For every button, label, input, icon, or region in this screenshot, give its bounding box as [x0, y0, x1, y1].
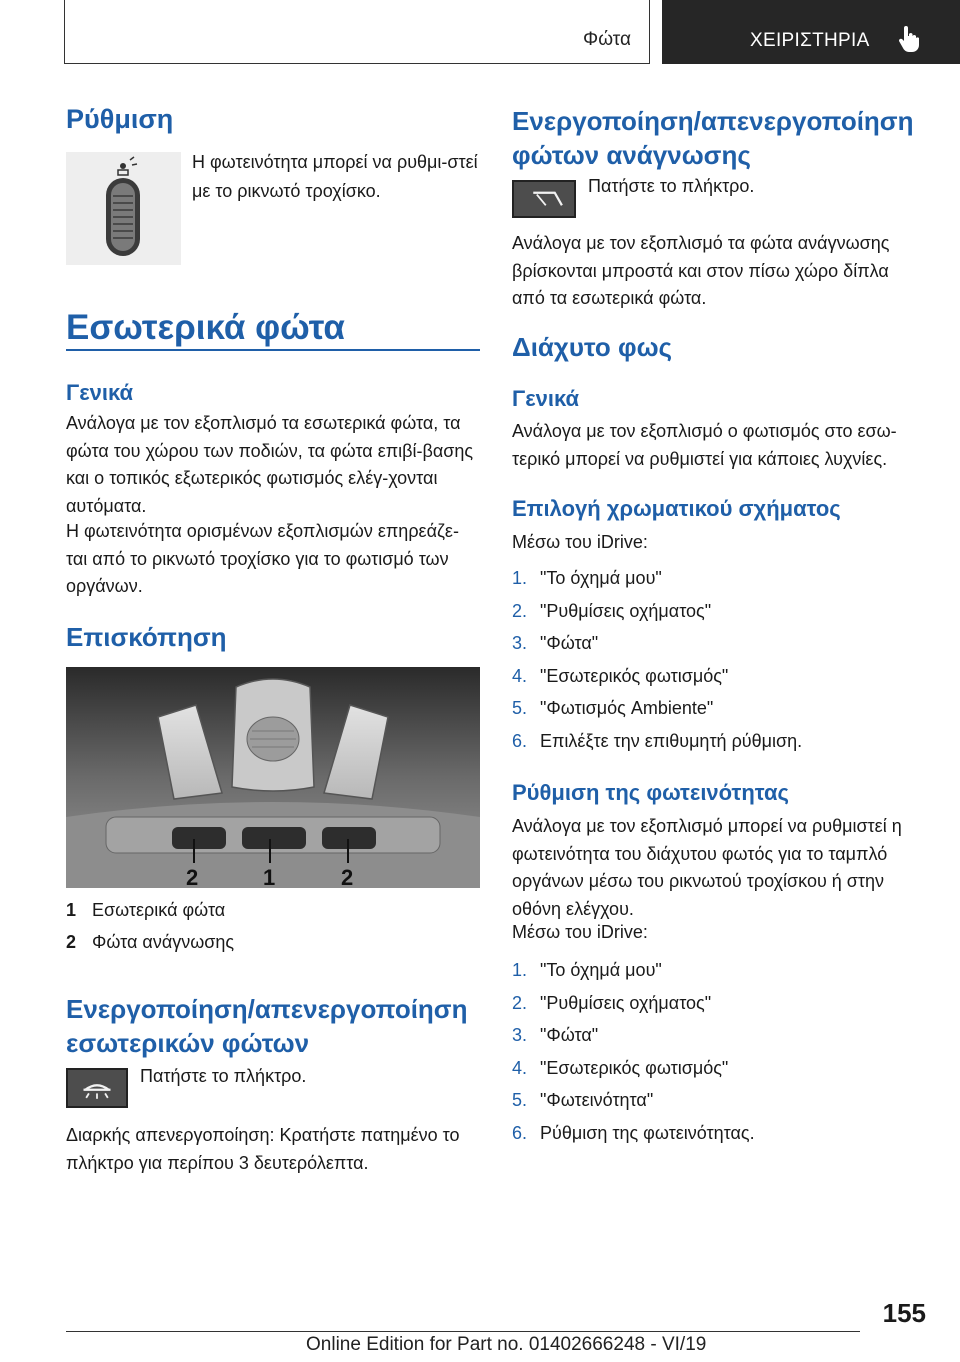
- list-item: [512, 731, 802, 764]
- overhead-console-image: [66, 667, 480, 888]
- legend-number: 2: [66, 932, 77, 952]
- step-text: Ρύθμιση της φωτεινότητας.: [540, 1122, 755, 1143]
- heading-overview: Επισκόπηση: [66, 622, 227, 652]
- chapter-tab[interactable]: [662, 0, 960, 64]
- footer-rule: [66, 1331, 860, 1332]
- list-item: [512, 960, 755, 993]
- step-number: 5.: [512, 1090, 528, 1111]
- chapter-tab-label: ΧΕΙΡΙΣΤΗΡΙΑ: [750, 30, 870, 51]
- step-number: 2.: [512, 600, 528, 621]
- list-item: [512, 1025, 755, 1058]
- step-number: 1.: [512, 960, 528, 980]
- step-number: 3.: [512, 633, 528, 654]
- paragraph-reading-lights: Ανάλογα με τον εξοπλισμό τα φώτα ανάγνωσης βρίσκονται μπροστά και στον πίσω χώρο δίπλα από τα εσωτερικά φώτα.: [512, 233, 890, 308]
- step-text: "Φωτισμός Ambiente": [540, 698, 714, 719]
- legend-number: 1: [66, 900, 77, 920]
- heading-color-scheme: Επιλογή χρωματικού σχήματος: [512, 496, 841, 521]
- step-text: "Εσωτερικός φωτισμός": [540, 1057, 729, 1078]
- list-item: [512, 993, 755, 1026]
- header-box: [64, 0, 650, 64]
- heading-rythmisi: Ρύθμιση: [66, 104, 174, 134]
- thumbwheel-image: [66, 152, 181, 265]
- list-item: [512, 1058, 755, 1091]
- paragraph-brightness: Η φωτεινότητα ορισμένων εξοπλισμών επηρεάζε‐ται από το ρικνωτό τροχίσκο για το φωτισμό των οργάνων.: [66, 521, 459, 596]
- list-item: [512, 1090, 755, 1123]
- press-button-text: Πατήστε το πλήκτρο.: [588, 176, 755, 196]
- step-text: "Το όχημά μου": [540, 960, 662, 980]
- heading-genika: Γενικά: [66, 380, 134, 405]
- list-item: [512, 666, 802, 699]
- steps-brightness: [512, 960, 755, 1156]
- page-title: Εσωτερικά φώτα: [66, 308, 345, 347]
- callout-1: 1: [263, 865, 276, 888]
- step-text: "Φώτα": [540, 633, 599, 654]
- steps-color-scheme: [512, 568, 802, 764]
- footer-edition: Online Edition for Part no. 01402666248 - VI/19: [306, 1334, 707, 1355]
- step-number: 6.: [512, 1122, 528, 1143]
- legend-item: [66, 900, 225, 921]
- step-text: "Ρυθμίσεις οχήματος": [540, 600, 712, 621]
- paragraph-permanent-off: Διαρκής απενεργοποίηση: Κρατήστε πατημένο το πλήκτρο για περίπου 3 δευτερόλεπτα.: [66, 1125, 460, 1173]
- press-button-text: Πατήστε το πλήκτρο.: [140, 1066, 307, 1086]
- idrive-intro: Μέσω του iDrive:: [512, 532, 648, 552]
- step-number: 4.: [512, 665, 528, 686]
- step-text: "Το όχημά μου": [540, 568, 662, 588]
- list-item: [512, 601, 802, 634]
- hand-pointer-icon: [898, 26, 920, 52]
- section-title: Φώτα: [583, 29, 631, 50]
- callout-2-left: 2: [186, 865, 199, 888]
- step-number: 6.: [512, 730, 528, 751]
- step-text: Επιλέξτε την επιθυμητή ρύθμιση.: [540, 730, 803, 751]
- heading-reading-toggle: Ενεργοποίηση/απενεργοποίηση φώτων ανάγνωσης: [512, 106, 914, 170]
- idrive-intro: Μέσω του iDrive:: [512, 922, 648, 942]
- step-number: 2.: [512, 992, 528, 1013]
- list-item: [512, 698, 802, 731]
- step-number: 3.: [512, 1025, 528, 1046]
- heading-interior-toggle: Ενεργοποίηση/απενεργοποίηση εσωτερικών φώτων: [66, 994, 468, 1058]
- step-number: 4.: [512, 1057, 528, 1078]
- interior-light-button-icon: [66, 1068, 128, 1108]
- legend-label: Εσωτερικά φώτα: [92, 900, 226, 920]
- paragraph-ambient-general: Ανάλογα με τον εξοπλισμό ο φωτισμός στο εσω‐τερικό μπορεί να ρυθμιστεί για κάποιες λυχνίες.: [512, 421, 897, 469]
- step-text: "Εσωτερικός φωτισμός": [540, 665, 729, 686]
- heading-brightness: Ρύθμιση της φωτεινότητας: [512, 780, 789, 805]
- paragraph-general: Ανάλογα με τον εξοπλισμό τα εσωτερικά φώτα, τα φώτα του χώρου των ποδιών, τα φώτα επιβί‐βασης και ο τοπικός εξωτερικός φωτισμός ελέγ‐χονται αυτόματα.: [66, 413, 474, 516]
- legend-label: Φώτα ανάγνωσης: [92, 932, 235, 952]
- reading-light-button-icon: [512, 180, 576, 218]
- step-number: 5.: [512, 698, 528, 719]
- step-text: "Φωτεινότητα": [540, 1090, 654, 1111]
- page-number: 155: [882, 1298, 926, 1328]
- paragraph-brightness-adjust: Ανάλογα με τον εξοπλισμό μπορεί να ρυθμιστεί η φωτεινότητα του διάχυτου φωτός για το ταμπλό οργάνων μέσω του ρικνωτού τροχίσκου ή στην οθόνη ελέγχου.: [512, 816, 902, 919]
- title-underline: [66, 349, 480, 351]
- heading-ambient-light: Διάχυτο φως: [512, 332, 673, 362]
- callout-2-right: 2: [341, 865, 354, 888]
- wheel-description: Η φωτεινότητα μπορεί να ρυθμι‐στεί με το ρικνωτό τροχίσκο.: [192, 152, 478, 201]
- legend-item: [66, 932, 234, 953]
- step-text: "Ρυθμίσεις οχήματος": [540, 992, 712, 1013]
- step-text: "Φώτα": [540, 1025, 599, 1046]
- heading-genika: Γενικά: [512, 386, 580, 411]
- list-item: [512, 568, 802, 601]
- list-item: [512, 633, 802, 666]
- list-item: [512, 1123, 755, 1156]
- step-number: 1.: [512, 568, 528, 588]
